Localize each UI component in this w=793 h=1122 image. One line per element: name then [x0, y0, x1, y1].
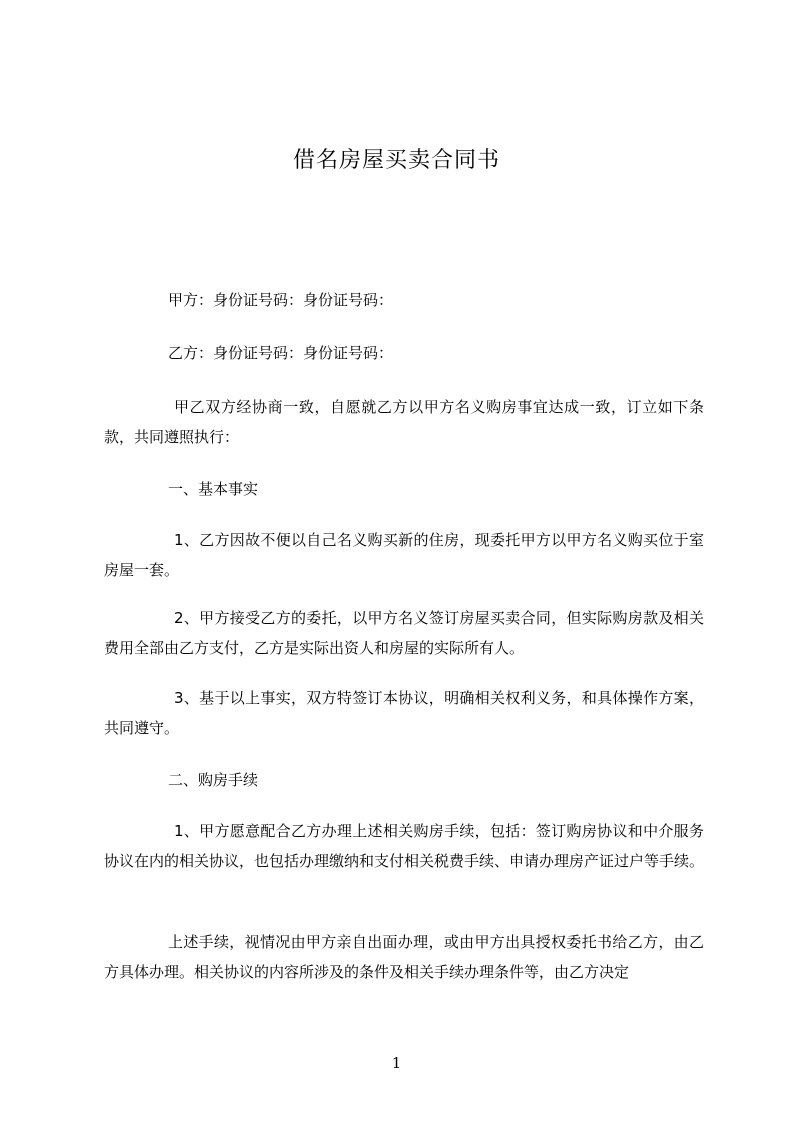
page-number: 1 [391, 1054, 402, 1072]
section-2-item-1: 1、甲方愿意配合乙方办理上述相关购房手续，包括：签订购房协议和中介服务协议在内的相关协议，也包括办理缴纳和支付相关税费手续、申请办理房产证过户等手续。 [104, 822, 705, 870]
party-b-line: 乙方：身份证号码：身份证号码： [168, 344, 394, 362]
preamble-paragraph: 甲乙双方经协商一致，自愿就乙方以甲方名义购房事宜达成一致，订立如下条款，共同遵照执行： [104, 398, 704, 446]
section-1-item-1: 1、乙方因故不便以自己名义购买新的住房，现委托甲方以甲方名义购买位于室房屋一套。 [104, 531, 704, 579]
section-1-item-2: 2、甲方接受乙方的委托，以甲方名义签订房屋买卖合同，但实际购房款及相关费用全部由乙方支付，乙方是实际出资人和房屋的实际所有人。 [104, 609, 704, 657]
party-a-line: 甲方：身份证号码：身份证号码： [168, 291, 394, 309]
section-1-item-3: 3、基于以上事实，双方特签订本协议，明确相关权利义务，和具体操作方案，共同遵守。 [104, 689, 704, 737]
section-1-heading: 一、基本事实 [168, 480, 259, 498]
section-2-heading: 二、购房手续 [168, 771, 259, 789]
section-2-item-2: 上述手续，视情况由甲方亲自出面办理，或由甲方出具授权委托书给乙方，由乙方具体办理。相关协议的内容所涉及的条件及相关手续办理条件等，由乙方决定 [104, 933, 704, 981]
document-title: 借名房屋买卖合同书 [292, 148, 500, 173]
